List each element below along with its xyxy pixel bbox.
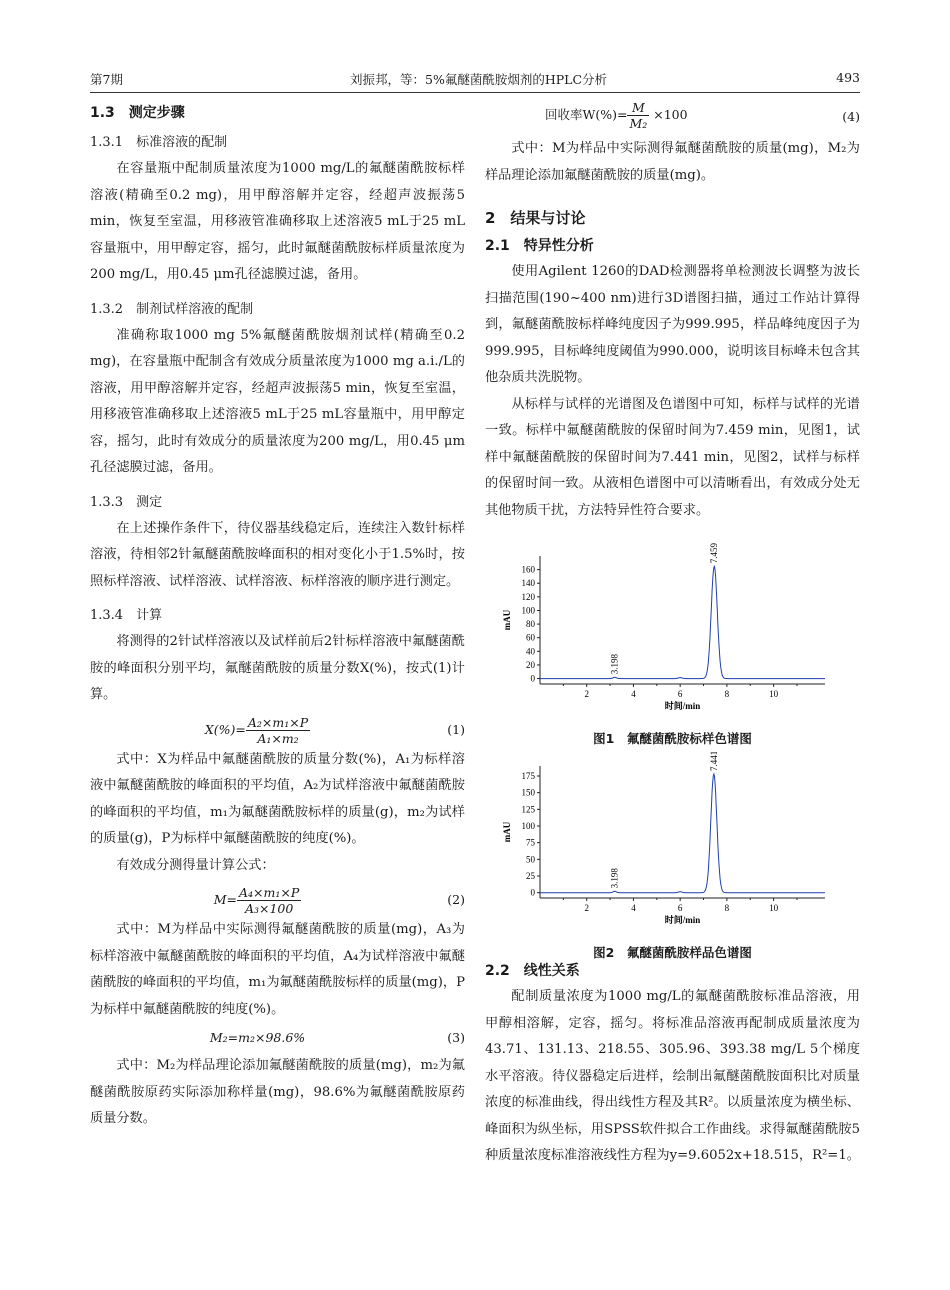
peak-label: 7.459 xyxy=(709,542,720,564)
section-1-3-3-heading: 1.3.3 测定 xyxy=(90,494,163,510)
equation-4-lhs: 回收率W(%)= xyxy=(545,107,628,122)
paragraph-1-3-3: 在上述操作条件下，待仪器基线稳定后，连续注入数针标样溶液，待相邻2针氟醚菌酰胺峰面积的相对变化小于1.5%时，按照标样溶液、试样溶液、试样溶液、标样溶液的顺序进行测定。 xyxy=(90,520,465,589)
paragraph-2-2: 配制质量浓度为1000 mg/L的氟醚菌酰胺标准品溶液，用甲醇相溶解，定容，摇匀。将标准品溶液再配制成质量浓度为43.71、131.13、218.55、305.96、393.38 mg/L 5个梯度水平溶液。待仪器稳定后进样，绘制出氟醚菌酰胺面积比对质量浓度的标准曲线，得出线性方程及其R²。以质量浓度为横坐标、峰面积为纵坐标，用SPSS软件拟合工作曲线。求得氟醚菌酰胺5种质量浓度标准溶液线性方程为y=9.6052x+18.515，R²=1。 xyxy=(485,989,860,1163)
peak-label: 3.198 xyxy=(609,653,620,675)
x-tick-label: 4 xyxy=(631,689,636,699)
paragraph-eq4-notes: 式中：M为样品中实际测得氟醚菌酰胺的质量(mg)，M₂为样品理论添加氟醚菌酰胺的质量(mg)。 xyxy=(485,141,860,183)
peak-label: 3.198 xyxy=(609,868,620,889)
y-axis-label: mAU xyxy=(502,821,512,843)
y-axis-label: mAU xyxy=(502,609,512,631)
paragraph-1-3-4: 将测得的2针试样溶液以及试样前后2针标样溶液中氟醚菌酰胺的峰面积分别平均，氟醚菌酰胺的质量分数X(%)，按式(1)计算。 xyxy=(90,634,465,702)
page-number: 493 xyxy=(836,70,860,85)
x-tick-label: 2 xyxy=(584,903,589,913)
y-tick-label: 50 xyxy=(526,854,535,865)
paragraph-2-1-b: 从标样与试样的光谱图及色谱图中可知，标样与试样的光谱一致。标样中氟醚菌酰胺的保留时间为7.459 min，见图1，试样中氟醚菌酰胺的保留时间为7.441 min，见图2，试样与标样的保留时间一致。从液相色谱图中可以清晰看出，有效成分处无其他物质干扰，方法特异性符合要求。 xyxy=(485,396,860,518)
chart-2-svg xyxy=(485,752,860,932)
chromatogram-trace xyxy=(540,566,825,678)
figure-2 xyxy=(485,752,860,960)
paragraph-2-1-a: 使用Agilent 1260的DAD检测器将单检测波长调整为波长扫描范围(190~400 nm)进行3D谱图扫描，通过工作站计算得到，氟醚菌酰胺标样峰纯度因子为999.995，样品峰纯度因子为999.995，目标峰纯度阈值为990.000，说明该目标峰未包含其他杂质共洗脱物。 xyxy=(485,264,860,385)
y-tick-label: 25 xyxy=(526,871,535,881)
equation-1-lhs: X(%)= xyxy=(204,721,246,737)
equation-2 xyxy=(90,879,465,917)
equation-3-number: (3) xyxy=(447,1030,465,1045)
x-tick-label: 6 xyxy=(677,689,683,699)
equation-2-denominator: A₃×100 xyxy=(244,901,294,916)
x-tick-label: 8 xyxy=(724,689,730,699)
paragraph-eq3-notes: 式中：M₂为样品理论添加氟醚菌酰胺的质量(mg)，m₂为氟醚菌酰胺原药实际添加称样量(mg)，98.6%为氟醚菌酰胺原药质量分数。 xyxy=(90,1058,465,1126)
chromatogram-trace xyxy=(540,774,825,893)
x-tick-label: 8 xyxy=(724,903,730,913)
equation-4-number: (4) xyxy=(842,109,860,124)
x-axis-label: 时间/min xyxy=(664,915,701,925)
paragraph-formula-intro: 有效成分测得量计算公式： xyxy=(116,857,275,873)
y-tick-label: 20 xyxy=(526,659,535,670)
x-tick-label: 6 xyxy=(677,903,683,913)
y-tick-label: 160 xyxy=(521,564,535,575)
header-rule xyxy=(90,92,860,93)
equation-4-numerator: M xyxy=(627,100,649,116)
section-2-2-heading: 2.2 线性关系 xyxy=(485,963,580,979)
right-column xyxy=(485,96,860,1170)
figure-2-caption: 图2 氟醚菌酰胺样品色谱图 xyxy=(593,944,752,960)
equation-4 xyxy=(485,96,860,136)
chart-1-svg xyxy=(485,542,860,718)
y-tick-label: 0 xyxy=(530,673,535,684)
equation-1 xyxy=(90,709,465,747)
section-1-3-heading: 1.3 测定步骤 xyxy=(90,105,185,121)
x-axis-label: 时间/min xyxy=(664,701,701,711)
x-tick-label: 10 xyxy=(769,689,779,699)
y-tick-label: 100 xyxy=(521,605,535,616)
equation-4-rhs: ×100 xyxy=(653,107,688,122)
y-tick-label: 140 xyxy=(521,578,535,589)
equation-1-number: (1) xyxy=(447,721,465,737)
peak-label: 7.441 xyxy=(708,752,719,771)
section-1-3-4-heading: 1.3.4 计算 xyxy=(90,608,163,623)
equation-1-numerator: A₂×m₁×P xyxy=(247,714,309,730)
paragraph-1-3-1: 在容量瓶中配制质量浓度为1000 mg/L的氟醚菌酰胺标样溶液(精确至0.2 mg)，用甲醇溶解并定容，经超声波振荡5 min，恢复至室温，用移液管准确移取上述溶液5 mL于25 mL容量瓶中，用甲醇定容，摇匀，此时氟醚菌酰胺标样质量浓度为200 mg/L，用0.45 μm孔径滤膜过滤，备用。 xyxy=(90,161,465,282)
section-2-heading: 2 结果与讨论 xyxy=(485,209,586,227)
x-tick-label: 2 xyxy=(584,689,589,699)
section-2-1-heading: 2.1 特异性分析 xyxy=(485,238,594,254)
y-tick-label: 175 xyxy=(521,771,535,781)
paragraph-eq2-notes: 式中：M为样品中实际测得氟醚菌酰胺的质量(mg)，A₃为标样溶液中氟醚菌酰胺的峰面积的平均值，A₄为试样溶液中氟醚菌酰胺的峰面积的平均值，m₁为氟醚菌酰胺标样的质量(mg)，P为标样中氟醚菌酰胺的纯度(%)。 xyxy=(90,922,465,1017)
y-tick-label: 100 xyxy=(521,821,535,831)
y-tick-label: 120 xyxy=(521,591,535,602)
figure-1 xyxy=(485,542,860,746)
y-tick-label: 60 xyxy=(526,632,535,643)
paragraph-1-3-2: 准确称取1000 mg 5%氟醚菌酰胺烟剂试样(精确至0.2 mg)，在容量瓶中配制含有效成分质量浓度为1000 mg a.i./L的溶液，用甲醇溶解并定容，经超声波振荡5 min，恢复至室温，用移液管准确移取上述溶液5 mL于25 mL容量瓶中，用甲醇定容，摇匀，此时有效成分的质量浓度为200 mg/L，用0.45 μm孔径滤膜过滤，备用。 xyxy=(90,327,465,475)
running-title: 刘振邦，等：5%氟醚菌酰胺烟剂的HPLC分析 xyxy=(350,72,608,87)
equation-1-denominator: A₁×m₂ xyxy=(257,730,299,746)
equation-3 xyxy=(90,1023,465,1053)
section-1-3-1-heading: 1.3.1 标准溶液的配制 xyxy=(90,135,228,150)
y-tick-label: 0 xyxy=(530,887,535,898)
x-tick-label: 4 xyxy=(631,903,636,913)
paragraph-eq1-notes: 式中：X为样品中氟醚菌酰胺的质量分数(%)，A₁为标样溶液中氟醚菌酰胺的峰面积的平均值，A₂为试样溶液中氟醚菌酰胺的峰面积的平均值，m₁为氟醚菌酰胺标样的质量(g)，m₂为试样的质量(g)，P为标样中氟醚菌酰胺的纯度(%)。 xyxy=(90,751,465,846)
y-tick-label: 80 xyxy=(526,619,535,630)
equation-4-denominator: M₂ xyxy=(629,116,648,131)
equation-2-number: (2) xyxy=(447,892,465,907)
issue-number: 第7期 xyxy=(90,72,123,87)
left-column xyxy=(90,100,465,1133)
y-tick-label: 75 xyxy=(526,837,535,848)
y-tick-label: 125 xyxy=(521,804,535,815)
figure-1-caption: 图1 氟醚菌酰胺标样色谱图 xyxy=(593,730,752,746)
x-tick-label: 10 xyxy=(769,903,779,913)
equation-2-numerator: A₄×m₁×P xyxy=(239,885,300,900)
section-1-3-2-heading: 1.3.2 制剂试样溶液的配制 xyxy=(90,301,254,317)
y-tick-label: 40 xyxy=(526,646,535,657)
equation-2-lhs: M= xyxy=(213,892,237,907)
y-tick-label: 150 xyxy=(521,787,535,798)
equation-3-body: M₂=m₂×98.6% xyxy=(209,1030,306,1045)
